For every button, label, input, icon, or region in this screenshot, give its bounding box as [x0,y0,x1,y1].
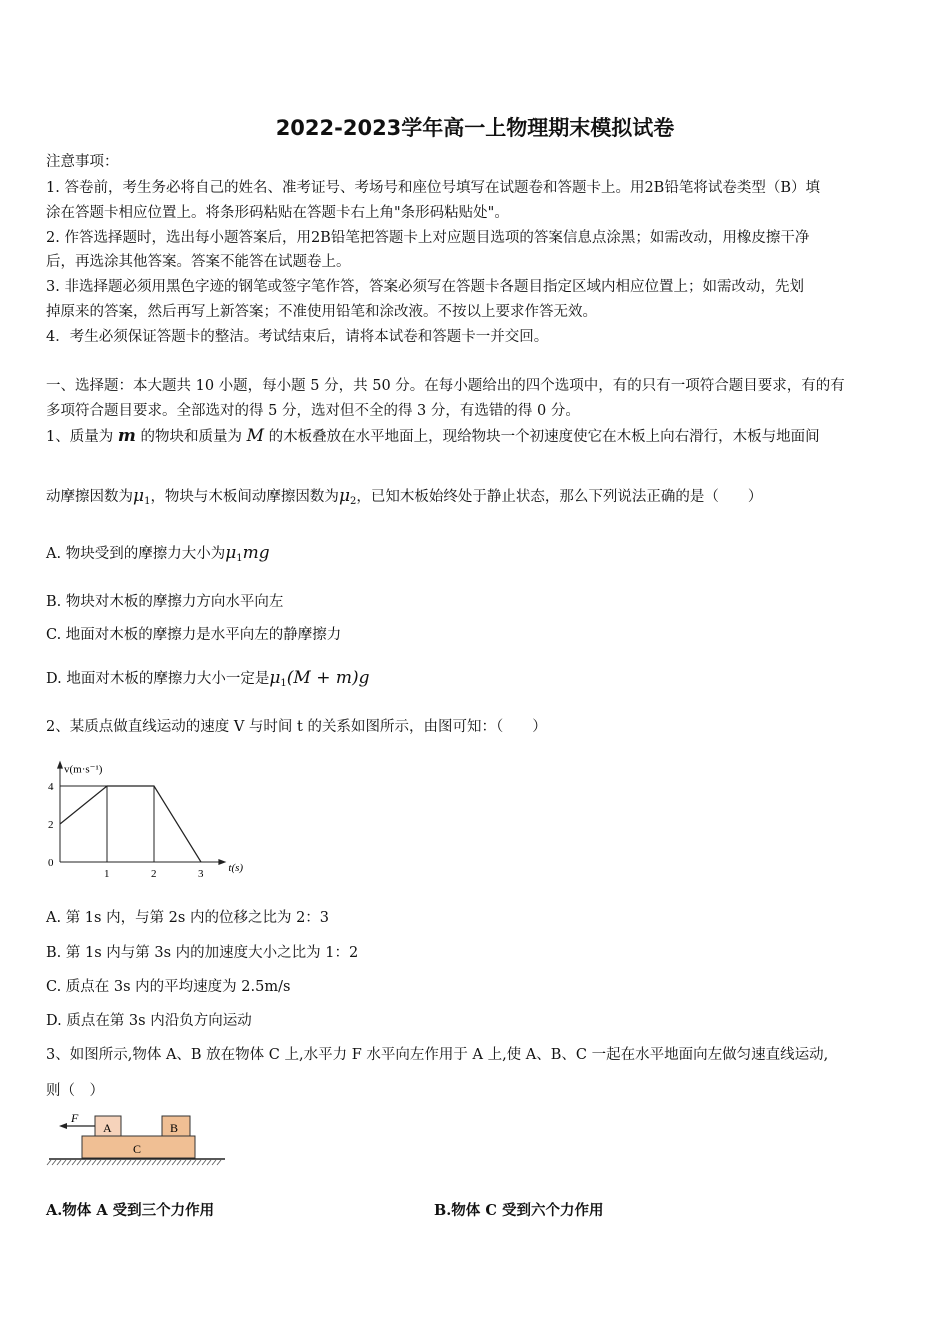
block-diagram [45,1108,230,1168]
option-text: D. 地面对木板的摩擦力大小一定是 [46,671,270,687]
y-tick-label: 4 [48,781,54,793]
var-m: m [117,426,136,446]
mu1-symbol [133,486,150,506]
x-axis-arrow [218,859,226,865]
ground-hatch [47,1160,221,1165]
label-a: A [103,1121,112,1135]
subscript: 1 [144,496,151,507]
hatch-line [192,1160,196,1165]
formula-tail: mg [242,543,270,563]
subscript: 1 [236,553,243,564]
hatch-line [87,1160,91,1165]
q2-option-a: A. 第 1s 内，与第 2s 内的位移之比为 2：3 [46,910,330,926]
hatch-line [197,1160,201,1165]
hatch-line [162,1160,166,1165]
label-c: C [133,1142,142,1156]
hatch-line [182,1160,186,1165]
hatch-line [202,1160,206,1165]
hatch-line [132,1160,136,1165]
x-axis-label: t(s) [228,862,244,874]
hatch-line [62,1160,66,1165]
notice-heading: 注意事项： [46,154,119,170]
notice-line: 涂在答题卡相应位置上。将条形码粘贴在答题卡右上角"条形码粘贴处"。 [46,205,509,221]
y-tick-label: 2 [48,819,54,831]
q1-text: ，已知木板始终处于静止状态，那么下列说法正确的是（ ） [356,489,763,505]
hatch-line [112,1160,116,1165]
hatch-line [97,1160,101,1165]
q1-stem-line2 [46,486,762,512]
hatch-line [72,1160,76,1165]
q1-text: 的木板叠放在水平地面上，现给物块一个初速度使它在木板上向右滑行，木板与地面间 [268,429,820,445]
section-intro: 一、选择题：本大题共 10 小题，每小题 5 分，共 50 分。在每小题给出的四个选项中，有的只有一项符合题目要求，有的有 [46,378,845,394]
q2-stem: 2、某质点做直线运动的速度 V 与时间 t 的关系如图所示，由图可知：（ ） [46,719,547,735]
q1-option-b: B. 物块对木板的摩擦力方向水平向左 [46,594,284,610]
hatch-line [157,1160,161,1165]
hatch-line [117,1160,121,1165]
notice-line: 3. 非选择题必须用黑色字迹的钢笔或签字笔作答，答案必须写在答题卡各题目指定区域内相应位置上；如需改动，先划 [46,279,804,295]
hatch-line [172,1160,176,1165]
q3-option-a: A.物体 A 受到三个力作用 [46,1202,215,1219]
q1-text: ，物块与木板间动摩擦因数为 [150,489,339,505]
hatch-line [137,1160,141,1165]
hatch-line [92,1160,96,1165]
q1-option-a [46,543,270,569]
q1-text: 1、质量为 [46,429,114,445]
notice-line: 1. 答卷前，考生务必将自己的姓名、准考证号、考场号和座位号填写在试题卷和答题卡上。用2B铅笔将试卷类型（B）填 [46,180,820,196]
hatch-line [67,1160,71,1165]
notice-line: 2. 作答选择题时，选出每小题答案后，用2B铅笔把答题卡上对应题目选项的答案信息点涂黑；如需改动，用橡皮擦干净 [46,230,810,246]
q1-text: 动摩擦因数为 [46,489,133,505]
hatch-line [122,1160,126,1165]
hatch-line [102,1160,106,1165]
q2-option-d: D. 质点在第 3s 内沿负方向运动 [46,1013,252,1029]
mu-glyph: μ [269,668,281,688]
hatch-line [212,1160,216,1165]
notice-line: 后，再选涂其他答案。答案不能答在试题卷上。 [46,254,351,270]
hatch-line [167,1160,171,1165]
option-text: A. 物块受到的摩擦力大小为 [46,546,226,562]
hatch-line [187,1160,191,1165]
formula [269,668,369,688]
q1-stem-line1 [46,426,820,447]
label-b: B [170,1121,179,1135]
q3-option-b: B.物体 C 受到六个力作用 [434,1202,604,1219]
velocity-time-chart [40,742,244,882]
q3-stem-line1: 3、如图所示,物体 A、B 放在物体 C 上,水平力 F 水平向左作用于 A 上,使 A、B、C 一起在水平地面向左做匀速直线运动, [46,1047,829,1063]
hatch-line [217,1160,221,1165]
q1-text: 的物块和质量为 [140,429,242,445]
mu-glyph: μ [338,486,350,506]
subscript: 2 [350,496,357,507]
y-axis-label: v(m·s⁻¹) [64,763,103,776]
q1-option-d [46,668,370,694]
hatch-line [147,1160,151,1165]
x-tick-label: 1 [104,868,110,880]
notice-line: 掉原来的答案，然后再写上新答案；不准使用铅笔和涂改液。不按以上要求作答无效。 [46,304,597,320]
notice-line: 4．考生必须保证答题卡的整洁。考试结束后，请将本试卷和答题卡一并交回。 [46,329,549,345]
mu2-symbol [339,486,356,506]
hatch-line [82,1160,86,1165]
hatch-line [207,1160,211,1165]
formula [225,543,269,563]
force-arrowhead [59,1123,67,1129]
mu-glyph: μ [133,486,145,506]
x-tick-label: 3 [198,868,204,880]
hatch-line [57,1160,61,1165]
x-tick-label: 2 [151,868,157,880]
section-intro: 多项符合题目要求。全部选对的得 5 分，选对但不全的得 3 分，有选错的得 0 分。 [46,403,580,419]
hatch-line [47,1160,51,1165]
hatch-line [142,1160,146,1165]
var-M: M [246,426,264,446]
formula-tail: (M + m)g [286,668,370,688]
hatch-line [52,1160,56,1165]
y-tick-label: 0 [48,857,54,869]
label-f: F [71,1111,79,1125]
mu-glyph: μ [225,543,237,563]
subscript: 1 [280,678,287,689]
q1-option-c: C. 地面对木板的摩擦力是水平向左的静摩擦力 [46,627,342,643]
q2-option-c: C. 质点在 3s 内的平均速度为 2.5m/s [46,979,291,995]
hatch-line [107,1160,111,1165]
y-axis-arrow [57,761,63,769]
hatch-line [152,1160,156,1165]
q3-stem-line2: 则（ ） [46,1083,104,1099]
hatch-line [127,1160,131,1165]
velocity-line [60,786,201,862]
exam-title: 2022-2023学年高一上物理期末模拟试卷 [275,116,675,140]
hatch-line [77,1160,81,1165]
q2-option-b: B. 第 1s 内与第 3s 内的加速度大小之比为 1：2 [46,945,359,961]
hatch-line [177,1160,181,1165]
